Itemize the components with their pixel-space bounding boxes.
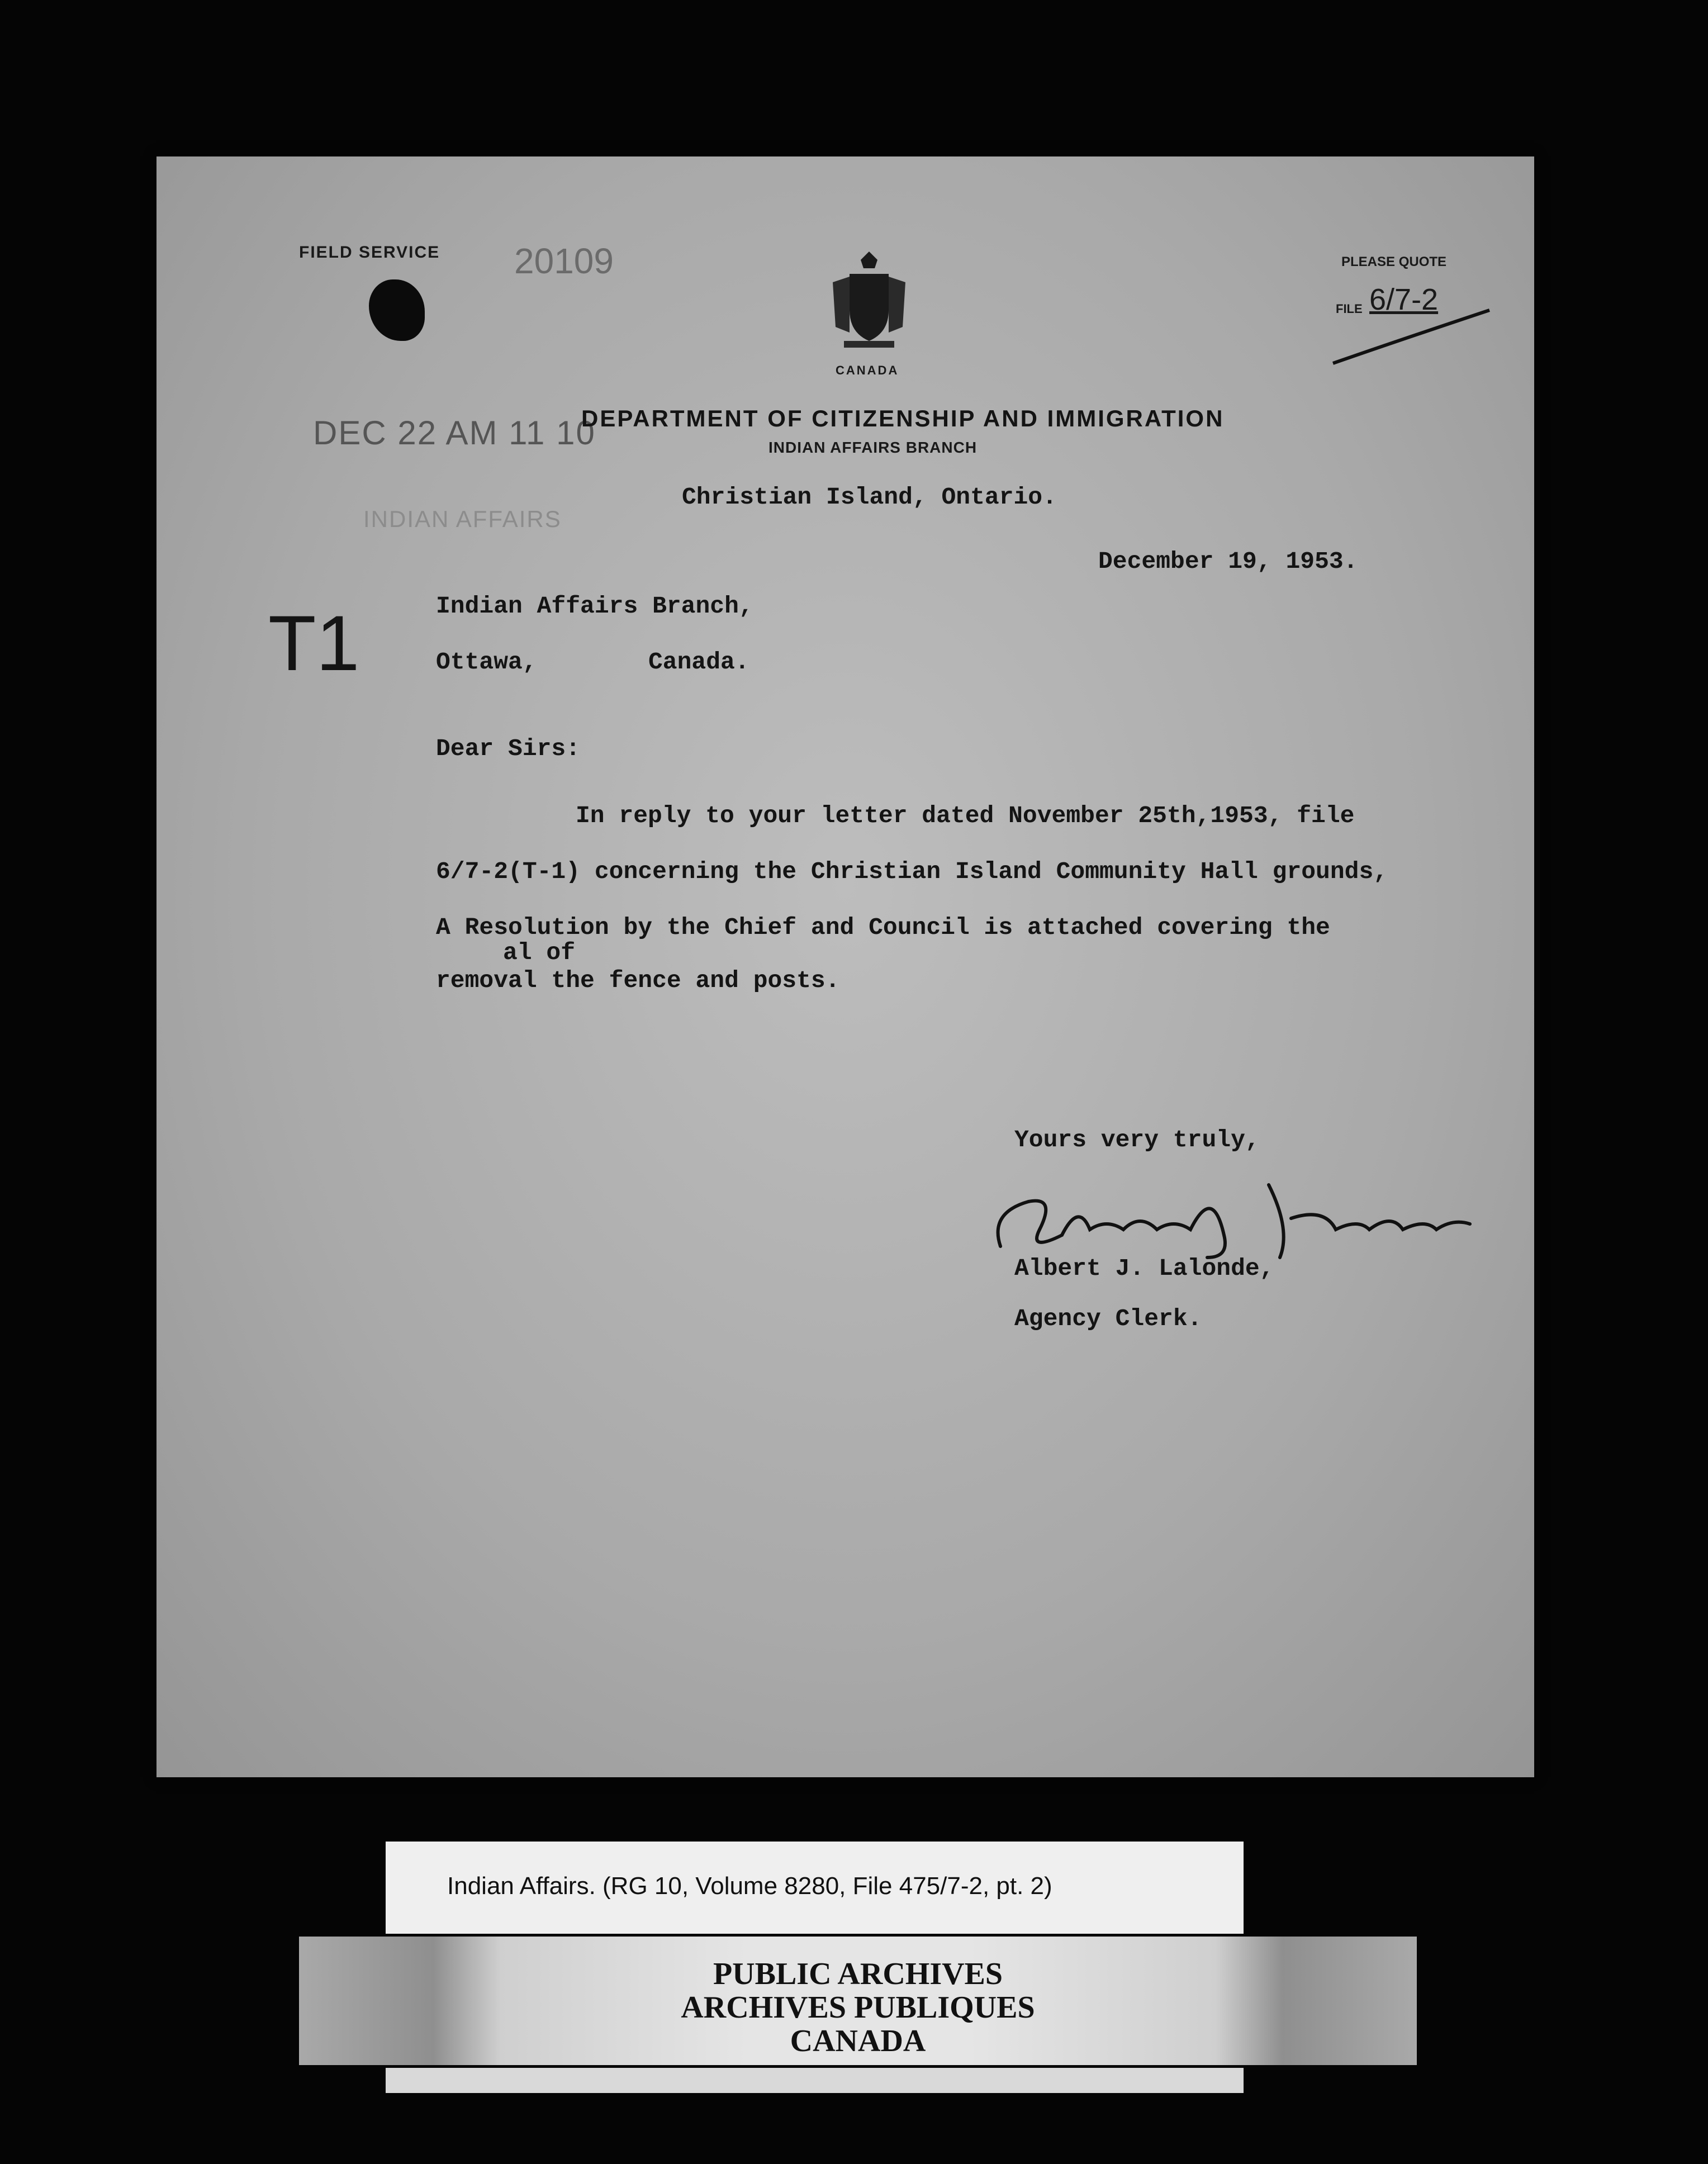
received-stamp: DEC 22 AM 11 10 [313, 414, 596, 452]
registry-number: 20109 [514, 241, 614, 281]
bottom-band [386, 2068, 1244, 2093]
letter-location: Christian Island, Ontario. [682, 483, 1057, 511]
please-quote-label: PLEASE QUOTE [1341, 254, 1447, 269]
file-label: FILE [1336, 302, 1363, 316]
letter-page [156, 156, 1534, 1777]
file-number: 6/7-2 [1369, 283, 1439, 316]
office-stamp: INDIAN AFFAIRS [363, 506, 562, 532]
signer-title: Agency Clerk. [1014, 1305, 1202, 1332]
salutation: Dear Sirs: [436, 735, 581, 762]
punch-hole [369, 279, 425, 341]
archive-line-country: CANADA [790, 2024, 926, 2058]
archive-line-french: ARCHIVES PUBLIQUES [681, 1990, 1035, 2025]
branch-name: INDIAN AFFAIRS BRANCH [768, 439, 978, 456]
signer-name: Albert J. Lalonde, [1014, 1255, 1274, 1282]
body-line: A Resolution by the Chief and Council is attached covering the [436, 914, 1330, 941]
crest-caption: CANADA [836, 363, 899, 377]
archive-stamp-strip [299, 1937, 1417, 2065]
body-correction: al of [503, 939, 576, 966]
margin-note: T1 [268, 599, 360, 687]
archive-reference: Indian Affairs. (RG 10, Volume 8280, File 475/7-2, pt. 2) [447, 1872, 1052, 1900]
recipient-country: Canada. [648, 648, 749, 676]
body-line: removal the fence and posts. [436, 967, 840, 994]
recipient-city: Ottawa, [436, 648, 537, 676]
archive-caption-card [386, 1842, 1244, 1934]
recipient-line: Indian Affairs Branch, [436, 592, 753, 620]
letter-date: December 19, 1953. [1098, 548, 1358, 575]
archive-line-english: PUBLIC ARCHIVES [713, 1957, 1003, 1991]
canada-crest-icon [827, 249, 911, 355]
pen-stroke [1330, 307, 1492, 369]
body-line: 6/7-2(T-1) concerning the Christian Island Community Hall grounds, [436, 858, 1388, 885]
field-service-label: FIELD SERVICE [299, 243, 440, 262]
body-line: In reply to your letter dated November 25th,1953, file [576, 802, 1355, 829]
closing: Yours very truly, [1014, 1126, 1260, 1154]
department-name: DEPARTMENT OF CITIZENSHIP AND IMMIGRATION [581, 405, 1225, 431]
